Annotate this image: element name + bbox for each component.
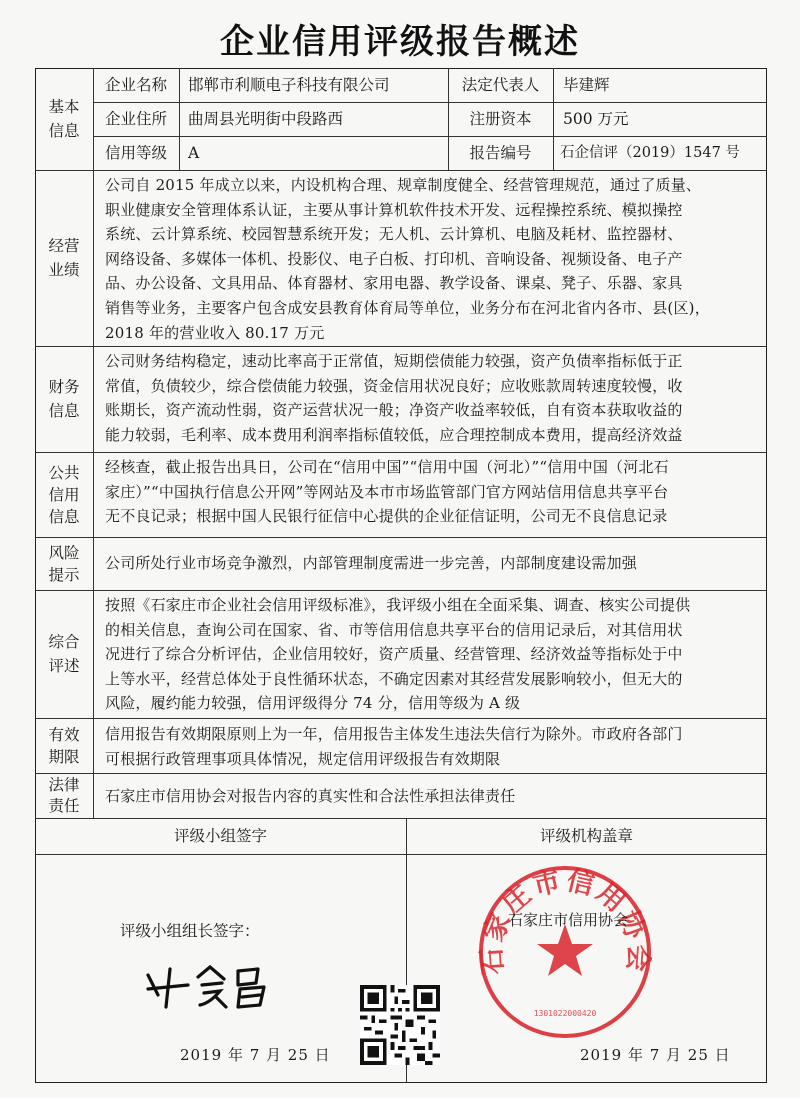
risk-label: 风险 提示 bbox=[48, 543, 80, 584]
row-divider bbox=[35, 170, 767, 171]
risk-text bbox=[105, 551, 760, 576]
stamp-org-name: 石家庄市信用协会 bbox=[507, 911, 628, 929]
public-credit-label: 公共 信用 信息 bbox=[48, 463, 80, 526]
business-text bbox=[105, 173, 760, 345]
row-divider bbox=[35, 452, 767, 453]
handwritten-signature bbox=[140, 955, 300, 1015]
legal-label: 法律 责任 bbox=[48, 775, 80, 815]
validity-label: 有效 期限 bbox=[48, 725, 80, 766]
text-line: 系统、云计算系统、校园智慧系统开发；无人机、云计算机、电脑及耗材、监控器材、 bbox=[105, 225, 683, 244]
basic-col-divider-3 bbox=[553, 68, 554, 170]
capital-value: 500 万元 bbox=[563, 110, 629, 128]
legal-text bbox=[105, 784, 760, 809]
credit-grade-label: 信用等级 bbox=[104, 144, 167, 162]
finance-label: 财务 信息 bbox=[48, 378, 80, 420]
basic-info-label: 基本 信息 bbox=[48, 98, 80, 140]
basic-col-divider-1 bbox=[179, 68, 180, 170]
text-line: 2018 年的营业收入 80.17 万元 bbox=[105, 323, 325, 342]
capital-label: 注册资本 bbox=[469, 110, 532, 128]
text-line: 公司所处行业市场竞争激烈，内部管理制度需进一步完善，内部制度建设需加强 bbox=[105, 554, 638, 572]
text-line: 家庄）”“中国执行信息公开网”等网站及本市市场监管部门官方网站信用信息共享平台 bbox=[105, 482, 669, 501]
text-line: 账期长，资产流动性弱，资产运营状况一般；净资产收益率较低，自有资本获取收益的 bbox=[105, 401, 683, 420]
org-stamp-header: 评级机构盖章 bbox=[539, 827, 633, 845]
row-divider bbox=[35, 718, 767, 719]
text-line: 销售等业务，主要客户包含成安县教育体育局等单位，业务分布在河北省内各市、县(区)， bbox=[105, 298, 710, 317]
text-line: 网络设备、多媒体一体机、投影仪、电子白板、打印机、音响设备、视频设备、电子产 bbox=[105, 249, 683, 268]
text-line: 公司自 2015 年成立以来，内设机构合理、规章制度健全、经营管理规范，通过了质量、 bbox=[105, 176, 702, 194]
credit-grade-value: A bbox=[188, 144, 200, 162]
text-line: 信用报告有效期限原则上为一年，信用报告主体发生违法失信行为除外。市政府各部门 bbox=[105, 725, 683, 743]
summary-label: 综合 评述 bbox=[48, 633, 80, 675]
org-stamp-date: 2019 年 7 月 25 日 bbox=[580, 1046, 731, 1064]
text-line: 品、办公设备、文具用品、体育器材、家用电器、教学设备、课桌、凳子、乐器、家具 bbox=[105, 274, 683, 293]
text-line: 公司财务结构稳定，速动比率高于正常值，短期偿债能力较强，资产负债率指标低于正 bbox=[105, 352, 683, 370]
text-line: 风险，履约能力较强，信用评级得分 74 分，信用等级为 A 级 bbox=[105, 694, 521, 713]
text-line: 职业健康安全管理体系认证，主要从事计算机软件技术开发、远程操控系统、模拟操控 bbox=[105, 200, 683, 219]
page-title: 企业信用评级报告概述 bbox=[220, 22, 580, 62]
text-line: 的相关信息，查询公司在国家、省、市等信用信息共享平台的信用记录后，对其信用状 bbox=[105, 620, 683, 639]
row-divider bbox=[35, 537, 767, 538]
leader-sign-label: 评级小组组长签字： bbox=[120, 922, 260, 940]
summary-text bbox=[105, 593, 760, 716]
row-divider bbox=[35, 590, 767, 591]
text-line: 上等水平，经营总体处于良性循环状态，不确定因素对其经营发展影响较小，但无大的 bbox=[105, 669, 683, 688]
text-line: 常值，负债较少，综合偿债能力较强，资金信用状况良好；应收账款周转速度较慢，收 bbox=[105, 376, 683, 395]
validity-text bbox=[105, 722, 760, 771]
text-line: 石家庄市信用协会对报告内容的真实性和合法性承担法律责任 bbox=[105, 787, 516, 805]
text-line: 况进行了综合分析评估，企业信用较好，资产质量、经营管理、经济效益等指标处于中 bbox=[105, 645, 683, 664]
legal-rep-value: 毕建辉 bbox=[563, 76, 610, 94]
public-credit-text bbox=[105, 455, 760, 529]
organization-seal bbox=[475, 862, 655, 1042]
address-label: 企业住所 bbox=[104, 110, 167, 128]
seal-ring-text: 石家庄市信用协会 bbox=[476, 865, 654, 976]
report-number-value: 石企信评（2019）1547 号 bbox=[560, 145, 740, 161]
company-name-value: 邯郸市利顺电子科技有限公司 bbox=[188, 76, 390, 94]
text-line: 能力较弱，毛利率、成本费用利润率指标值较低，应合理控制成本费用，提高经济效益 bbox=[105, 425, 683, 444]
report-number-label: 报告编号 bbox=[469, 144, 532, 162]
text-line: 无不良记录；根据中国人民银行征信中心提供的企业征信证明，公司无不良信息记录 bbox=[105, 507, 668, 526]
legal-rep-label: 法定代表人 bbox=[461, 76, 540, 94]
business-label: 经营 业绩 bbox=[48, 237, 80, 279]
text-line: 经核查，截止报告出具日，公司在“信用中国”“信用中国（河北）”“信用中国（河北石 bbox=[105, 458, 669, 476]
finance-text bbox=[105, 349, 760, 447]
team-sign-header: 评级小组签字 bbox=[173, 827, 267, 845]
company-name-label: 企业名称 bbox=[104, 76, 167, 94]
label-column-divider bbox=[93, 68, 94, 818]
address-value: 曲周县光明街中段路西 bbox=[188, 110, 344, 128]
row-divider bbox=[35, 854, 767, 855]
row-divider bbox=[35, 773, 767, 774]
row-divider bbox=[35, 346, 767, 347]
text-line: 可根据行政管理事项具体情况，规定信用评级报告有效期限 bbox=[105, 749, 501, 768]
text-line: 按照《石家庄市企业社会信用评级标准》，我评级小组在全面采集、调查、核实公司提供 bbox=[105, 596, 691, 614]
team-sign-date: 2019 年 7 月 25 日 bbox=[180, 1046, 331, 1064]
qr-code bbox=[360, 985, 440, 1065]
seal-code: 1301022000420 bbox=[533, 1009, 597, 1018]
